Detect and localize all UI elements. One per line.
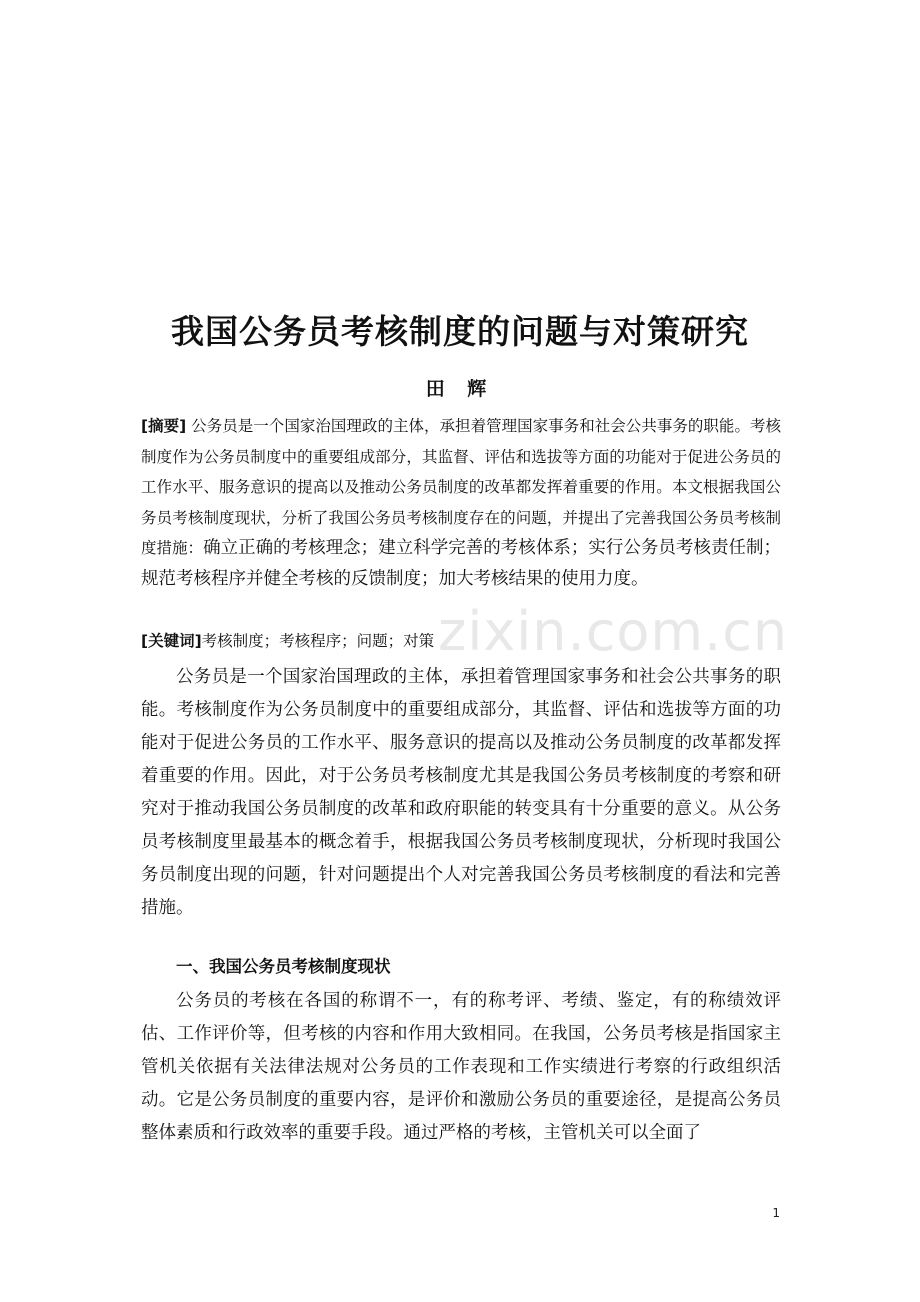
paper-author: 田 辉 xyxy=(425,378,495,400)
paper-title: 我国公务员考核制度的问题与对策研究 xyxy=(171,312,749,351)
abstract-label: [摘要] xyxy=(141,417,187,435)
keywords xyxy=(141,626,781,656)
page-number: 1 xyxy=(772,1206,780,1220)
abstract xyxy=(141,411,781,594)
keywords-label: [关键词] xyxy=(141,632,202,650)
keywords-text: 考核制度；考核程序；问题；对策 xyxy=(201,632,435,650)
watermark: zixin.com.cn xyxy=(438,600,789,663)
abstract-measures: 确立正确的考核理念；建立科学完善的考核体系；实行公务员考核责任制；规范考核程序并健全考核的反馈制度；加大考核结果的使用力度。 xyxy=(141,538,781,589)
section-heading: 一、我国公务员考核制度现状 xyxy=(176,957,391,976)
section-paragraph: 公务员的考核在各国的称谓不一，有的称考评、考绩、鉴定，有的称绩效评估、工作评价等，但考核的内容和作用大致相同。在我国，公务员考核是指国家主管机关依据有关法律法规对公务员的工作表现和工作实绩进行考察的行政组织活动。它是公务员制度的重要内容，是评价和激励公务员的重要途径，是提高公务员整体素质和行政效率的重要手段。通过严格的考核，主管机关可以全面了 xyxy=(141,991,781,1143)
abstract-text: 公务员是一个国家治国理政的主体，承担着管理国家事务和社会公共事务的职能。考核制度作为公务员制度中的重要组成部分，其监督、评估和选拔等方面的功能对于促进公务员的工作水平、服务意识的提高以及推动公务员制度的改革都发挥着重要的作用。本文根据我国公务员考核制度现状，分析了我国公务员考核制度存在的问题，并提出了完善我国公务员考核制度措施： xyxy=(141,417,781,557)
intro-paragraph: 公务员是一个国家治国理政的主体，承担着管理国家事务和社会公共事务的职能。考核制度作为公务员制度中的重要组成部分，其监督、评估和选拔等方面的功能对于促进公务员的工作水平、服务意识的提高以及推动公务员制度的改革都发挥着重要的作用。因此，对于公务员考核制度尤其是我国公务员考核制度的考察和研究对于推动我国公务员制度的改革和政府职能的转变具有十分重要的意义。从公务员考核制度里最基本的概念着手，根据我国公务员考核制度现状，分析现时我国公务员制度出现的问题，针对问题提出个人对完善我国公务员考核制度的看法和完善措施。 xyxy=(141,667,781,918)
